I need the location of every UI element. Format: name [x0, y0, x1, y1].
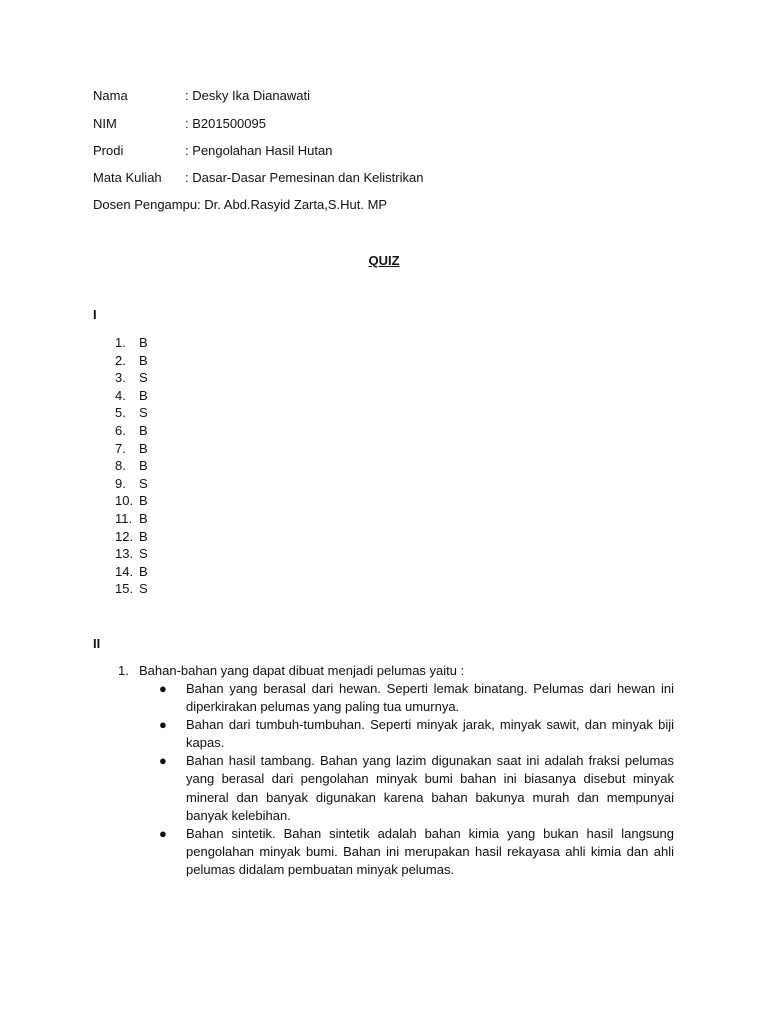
info-row-nama: [93, 88, 310, 104]
answer-item: [115, 334, 148, 352]
answer-number: 9.: [115, 475, 126, 491]
answer-number: 5.: [115, 405, 126, 421]
answer-value: B: [139, 528, 148, 544]
answer-value: S: [139, 546, 148, 562]
answer-list: [115, 334, 148, 598]
bullet-text: Bahan yang berasal dari hewan. Seperti lemak binatang. Pelumas dari hewan ini diperkirakan pelumas yang paling tua umurnya.: [186, 681, 674, 715]
answer-value: B: [139, 387, 148, 403]
answer-value: B: [139, 563, 148, 579]
info-row-nim: [93, 116, 266, 132]
question: [118, 662, 464, 680]
answer-item: [115, 352, 148, 370]
info-row-mata-kuliah: [93, 170, 423, 186]
answer-number: 1.: [115, 335, 126, 350]
bullet-text: Bahan hasil tambang. Bahan yang lazim digunakan saat ini adalah fraksi pelumas yang berasal dari pengolahan minyak bumi bahan ini biasanya disebut minyak mineral dan banyak digunakan karena bahan bakunya murah dan mempunyai banyak kelebihan.: [186, 753, 674, 823]
answer-number: 14.: [115, 563, 134, 579]
bullet-item: [159, 752, 674, 824]
section-heading-2: II: [93, 636, 101, 651]
answer-number: 2.: [115, 352, 126, 368]
answer-item: [115, 510, 148, 528]
answer-number: 13.: [115, 546, 134, 562]
bullet-icon: ●: [159, 753, 167, 769]
info-value: : Dasar-Dasar Pemesinan dan Kelistrikan: [185, 170, 424, 185]
answer-item: [115, 440, 148, 458]
answer-value: B: [139, 510, 148, 526]
info-label: Nama: [93, 88, 128, 103]
answer-item: [115, 492, 148, 510]
answer-item: [115, 475, 148, 493]
answer-number: 3.: [115, 370, 126, 386]
answer-value: S: [139, 475, 148, 491]
answer-item: [115, 563, 148, 581]
section-heading-1: I: [93, 307, 97, 322]
answer-number: 10.: [115, 493, 134, 509]
answer-item: [115, 422, 148, 440]
info-value: : Desky Ika Dianawati: [185, 88, 310, 103]
bullet-text: Bahan sintetik. Bahan sintetik adalah bahan kimia yang bukan hasil langsung pengolahan minyak bumi. Bahan ini merupakan hasil rekayasa ahli kimia dan ahli pelumas didalam pembuatan minyak pelumas.: [186, 825, 674, 877]
answer-value: B: [139, 352, 148, 368]
info-row-prodi: [93, 143, 332, 159]
answer-number: 11.: [115, 510, 133, 526]
answer-value: B: [139, 458, 148, 474]
answer-item: [115, 528, 148, 546]
answer-item: [115, 387, 148, 405]
answer-value: B: [139, 440, 148, 456]
answer-number: 8.: [115, 458, 126, 474]
info-value: : B201500095: [185, 116, 266, 131]
answer-number: 15.: [115, 581, 134, 597]
info-value: : Pengolahan Hasil Hutan: [185, 143, 333, 158]
answer-item: [115, 545, 148, 563]
answer-number: 4.: [115, 387, 126, 403]
answer-value: S: [139, 405, 148, 421]
answer-number: 6.: [115, 422, 126, 438]
info-row-dosen: Dosen Pengampu: Dr. Abd.Rasyid Zarta,S.Hut. MP: [93, 197, 388, 212]
bullet-list: [159, 680, 674, 879]
answer-number: 12.: [115, 528, 134, 544]
bullet-item: [159, 716, 674, 752]
answer-value: B: [139, 422, 148, 438]
answer-value: S: [139, 581, 148, 597]
answer-value: B: [139, 493, 148, 509]
bullet-text: Bahan dari tumbuh-tumbuhan. Seperti minyak jarak, minyak sawit, dan minyak biji kapas.: [186, 717, 674, 751]
page-title: QUIZ: [368, 253, 400, 268]
question-text: Bahan-bahan yang dapat dibuat menjadi pelumas yaitu :: [139, 663, 465, 678]
info-label: Mata Kuliah: [93, 170, 162, 185]
question-number: 1.: [118, 663, 129, 678]
bullet-item: [159, 680, 674, 716]
answer-item: [115, 580, 148, 598]
answer-item: [115, 457, 148, 475]
answer-item: [115, 369, 148, 387]
answer-number: 7.: [115, 440, 126, 456]
bullet-item: [159, 825, 674, 879]
answer-item: [115, 404, 148, 422]
info-label: Prodi: [93, 143, 124, 158]
bullet-icon: ●: [159, 825, 167, 841]
info-label: NIM: [93, 116, 117, 131]
answer-value: B: [139, 335, 148, 350]
answer-value: S: [139, 370, 148, 386]
bullet-icon: ●: [159, 717, 167, 733]
bullet-icon: ●: [159, 681, 167, 696]
